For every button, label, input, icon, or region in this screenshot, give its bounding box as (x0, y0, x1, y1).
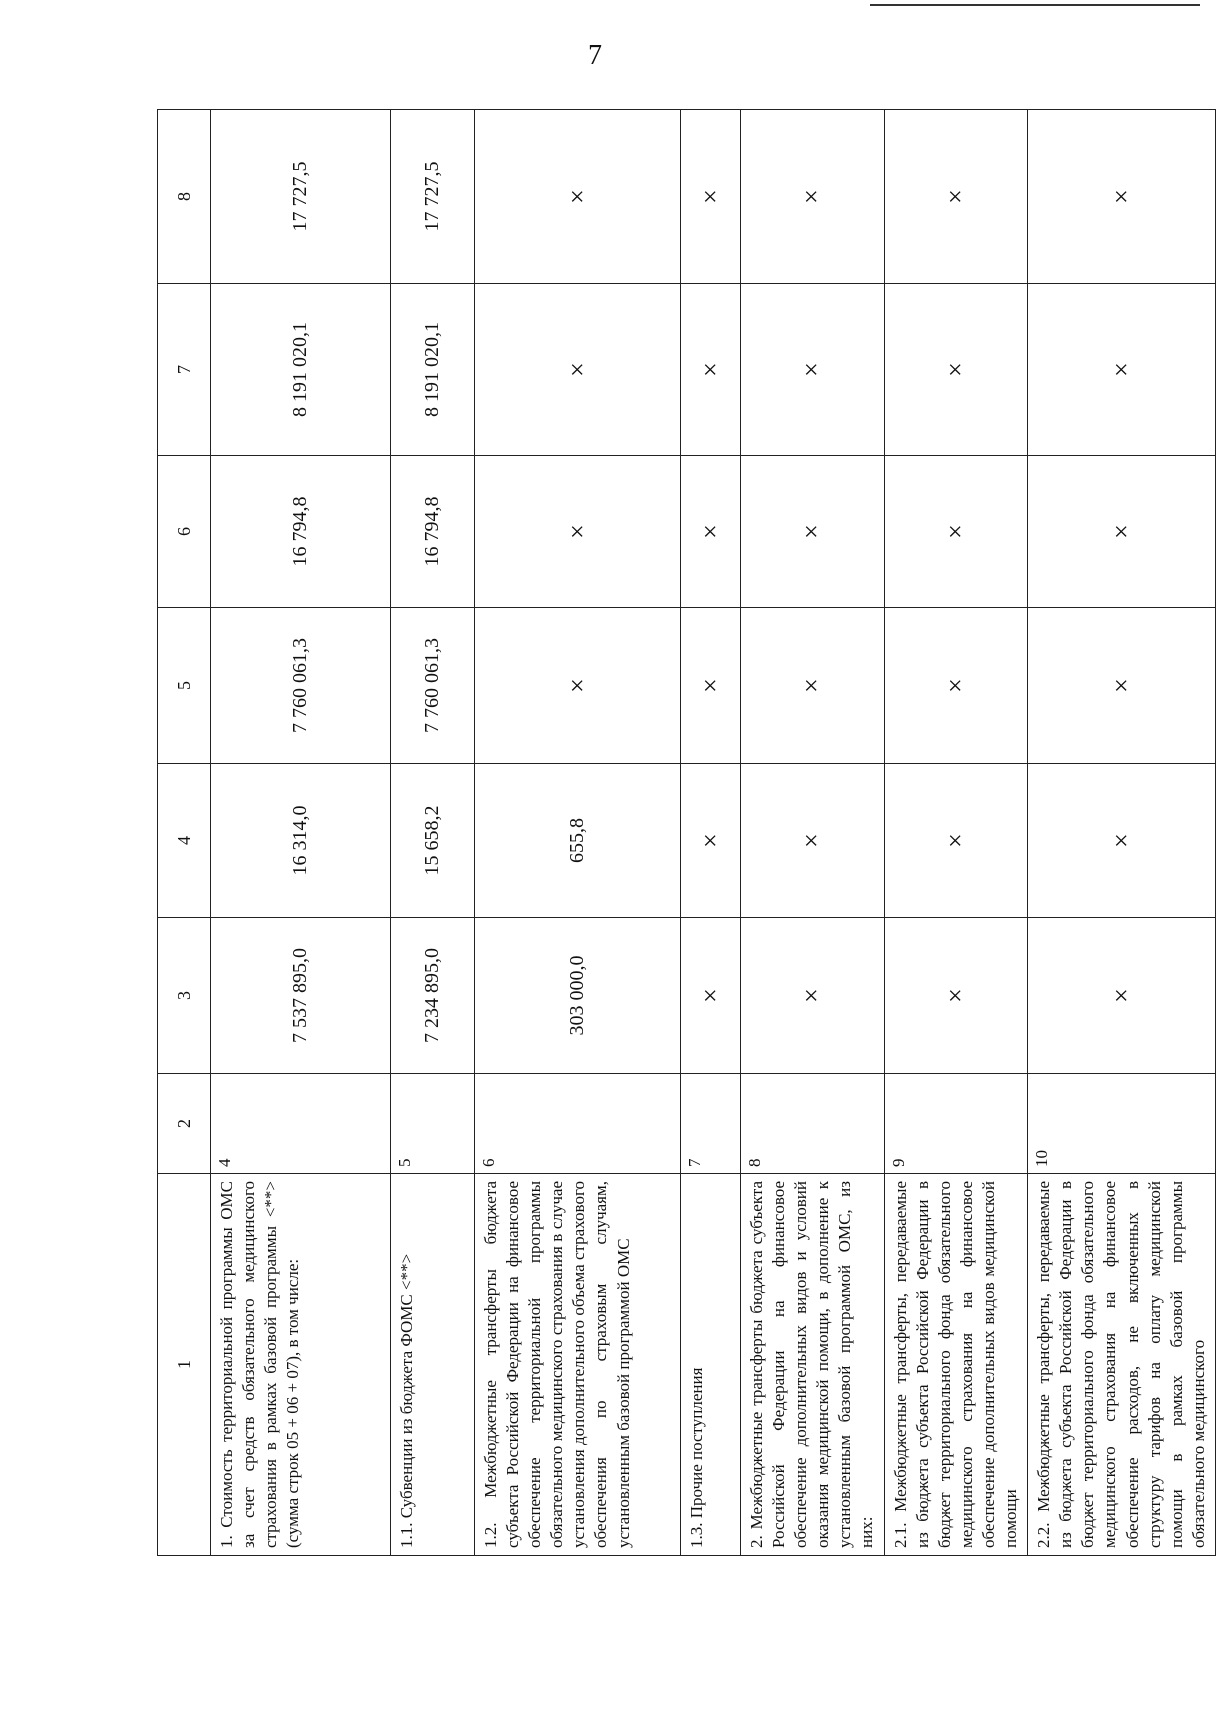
cell-value: 16 314,0 (211, 764, 391, 918)
column-number: 5 (158, 608, 211, 764)
row-code: 7 (681, 1074, 741, 1174)
table-row (681, 110, 741, 1556)
cell-cross-mark: × (475, 608, 681, 764)
cell-cross-mark: × (884, 110, 1028, 284)
column-number: 1 (158, 1174, 211, 1556)
cell-cross-mark: × (681, 764, 741, 918)
row-code: 5 (391, 1074, 475, 1174)
cell-value: 7 234 895,0 (391, 918, 475, 1074)
cell-cross-mark: × (741, 110, 885, 284)
cell-cross-mark: × (741, 764, 885, 918)
cell-value: 303 000,0 (475, 918, 681, 1074)
cell-cross-mark: × (741, 918, 885, 1074)
cell-cross-mark: × (475, 284, 681, 456)
row-name: 1. Стоимость территориальной программы ОМС за счет средств обязательного медицинского страхования в рамках базовой программы <**> (сумма строк 05 + 06 + 07), в том числе: (211, 1174, 391, 1556)
cell-cross-mark: × (1028, 918, 1216, 1074)
cell-value: 15 658,2 (391, 764, 475, 918)
cell-value: 655,8 (475, 764, 681, 918)
rotated-table-container (157, 110, 1208, 1556)
cell-cross-mark: × (741, 284, 885, 456)
column-number: 8 (158, 110, 211, 284)
cell-cross-mark: × (741, 608, 885, 764)
table-row (1028, 110, 1216, 1556)
column-number: 6 (158, 456, 211, 608)
row-name: 2.1. Межбюджетные трансферты, передаваемые из бюджета субъекта Российской Федерации в бюджет территориального фонда обязательного медицинского страхования на финансовое обеспечение дополнительных видов медицинской помощи (884, 1174, 1028, 1556)
cell-cross-mark: × (681, 918, 741, 1074)
row-name: 2.2. Межбюджетные трансферты, передаваемые из бюджета субъекта Российской Федерации в бюджет территориального фонда обязательного медицинского страхования на финансовое обеспечение расходов, не включенных в структуру тарифов на оплату медицинской помощи в рамках базовой программы обязательного медицинского (1028, 1174, 1216, 1556)
cell-cross-mark: × (681, 608, 741, 764)
table-row (391, 110, 475, 1556)
table-rotator (157, 110, 1208, 1556)
cell-value: 16 794,8 (211, 456, 391, 608)
cell-cross-mark: × (884, 456, 1028, 608)
financing-table (157, 109, 1216, 1556)
cell-value: 8 191 020,1 (391, 284, 475, 456)
cell-value: 17 727,5 (391, 110, 475, 284)
cell-cross-mark: × (1028, 456, 1216, 608)
cell-cross-mark: × (884, 918, 1028, 1074)
cell-value: 7 760 061,3 (211, 608, 391, 764)
row-code: 6 (475, 1074, 681, 1174)
cell-value: 17 727,5 (211, 110, 391, 284)
cell-cross-mark: × (884, 284, 1028, 456)
cell-cross-mark: × (884, 764, 1028, 918)
row-name: 1.1. Субвенции из бюджета ФОМС <**> (391, 1174, 475, 1556)
cell-cross-mark: × (681, 110, 741, 284)
cell-cross-mark: × (681, 456, 741, 608)
cell-cross-mark: × (475, 110, 681, 284)
row-code: 4 (211, 1074, 391, 1174)
scan-border-line (870, 4, 1200, 6)
row-code: 10 (1028, 1074, 1216, 1174)
column-number: 3 (158, 918, 211, 1074)
cell-cross-mark: × (1028, 764, 1216, 918)
column-number: 4 (158, 764, 211, 918)
row-code: 9 (884, 1074, 1028, 1174)
cell-value: 16 794,8 (391, 456, 475, 608)
table-row (211, 110, 391, 1556)
cell-cross-mark: × (1028, 608, 1216, 764)
cell-value: 7 760 061,3 (391, 608, 475, 764)
table-row (741, 110, 885, 1556)
page-number: 7 (588, 40, 602, 71)
cell-cross-mark: × (884, 608, 1028, 764)
cell-value: 8 191 020,1 (211, 284, 391, 456)
row-name: 1.3. Прочие поступления (681, 1174, 741, 1556)
cell-value: 7 537 895,0 (211, 918, 391, 1074)
column-number: 7 (158, 284, 211, 456)
table-row (475, 110, 681, 1556)
cell-cross-mark: × (475, 456, 681, 608)
column-number-row (158, 110, 211, 1556)
row-name: 2. Межбюджетные трансферты бюджета субъекта Российской Федерации на финансовое обеспечение дополнительных видов и условий оказания медицинской помощи, в дополнение к установленным базовой программой ОМС, из них: (741, 1174, 885, 1556)
cell-cross-mark: × (741, 456, 885, 608)
row-name: 1.2. Межбюджетные трансферты бюджета субъекта Российской Федерации на финансовое обеспечение территориальной программы обязательного медицинского страхования в случае установления дополнительного объема страхового обеспечения по страховым случаям, установленным базовой программой ОМС (475, 1174, 681, 1556)
cell-cross-mark: × (681, 284, 741, 456)
cell-cross-mark: × (1028, 284, 1216, 456)
cell-cross-mark: × (1028, 110, 1216, 284)
row-code: 8 (741, 1074, 885, 1174)
table-row (884, 110, 1028, 1556)
column-number: 2 (158, 1074, 211, 1174)
